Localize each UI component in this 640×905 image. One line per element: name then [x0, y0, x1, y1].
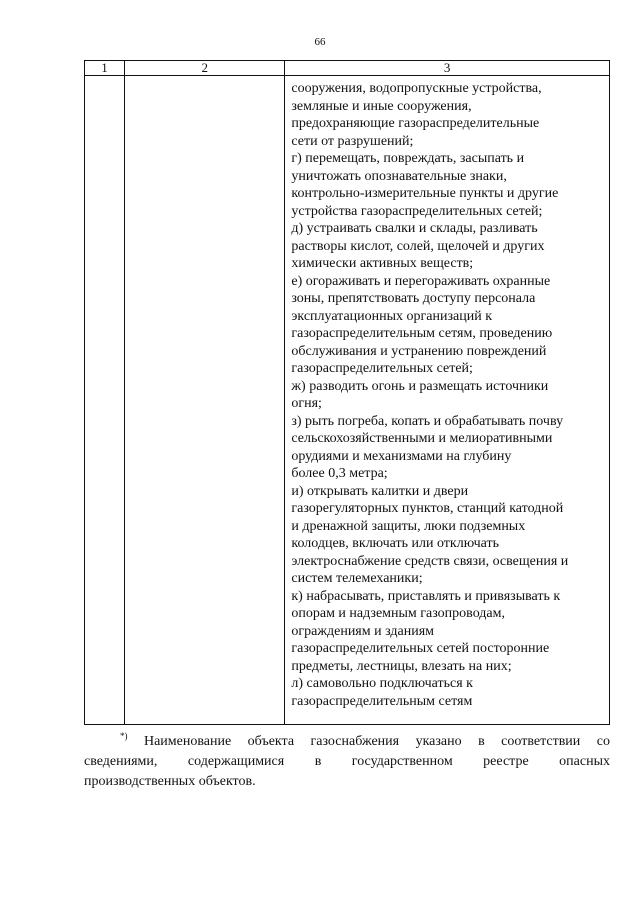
text-line: газораспределительным сетям [291, 693, 473, 709]
text-line: сельскохозяйственными и мелиоративными [291, 431, 553, 446]
text-line: земляные и иные сооружения, [291, 98, 472, 114]
text-line: г) перемещать, повреждать, засыпать и [291, 151, 525, 166]
column-header-1: 1 [85, 61, 125, 76]
text-line: з) рыть погреба, копать и обрабатывать почву [291, 413, 564, 429]
text-line: л) самовольно подключаться к [291, 676, 473, 691]
column-3-cell [285, 76, 610, 725]
table-row [85, 76, 610, 725]
text-line: колодцев, включать или отключать [291, 536, 500, 551]
text-line: предохраняющие газораспределительные [291, 116, 540, 131]
requirements-table [84, 60, 610, 725]
text-line: обслуживания и устранению повреждений [291, 343, 547, 359]
footnote-mark: *) [120, 731, 128, 741]
text-line: и дренажной защиты, люки подземных [291, 518, 526, 534]
text-line: более 0,3 метра; [291, 466, 388, 481]
text-line: ж) разводить огонь и размещать источники [291, 378, 549, 394]
text-line: е) огораживать и перегораживать охранные [291, 273, 551, 289]
column-2-cell [125, 76, 285, 725]
text-line: эксплуатационных организаций к [291, 308, 493, 324]
text-line: контрольно-измерительные пункты и другие [291, 186, 559, 201]
text-line: химически активных веществ; [291, 256, 474, 271]
page-number: 66 [314, 36, 326, 48]
text-line: газораспределительных сетей; [291, 361, 473, 376]
footnote-line: сведениями, содержащимися в государственном реестре опасных [84, 754, 610, 769]
text-line: уничтожать опознавательные знаки, [291, 168, 507, 184]
text-line: электроснабжение средств связи, освещения и [291, 553, 569, 569]
text-line: растворы кислот, солей, щелочей и других [291, 238, 545, 254]
text-line: газораспределительных сетей посторонние [291, 641, 550, 656]
text-line: к) набрасывать, приставлять и привязывать к [291, 588, 561, 604]
text-line: опорам и надземным газопроводам, [291, 606, 505, 621]
column-header-3: 3 [285, 61, 610, 76]
text-line: сооружения, водопропускные устройства, [291, 81, 542, 96]
text-line: огня; [291, 396, 322, 411]
text-line: д) устраивать свалки и склады, разливать [291, 221, 538, 236]
footnote-line: производственных объектов. [84, 774, 256, 789]
column-1-cell [85, 76, 125, 725]
footnote [84, 726, 610, 792]
text-line: предметы, лестницы, влезать на них; [291, 658, 512, 674]
text-line: и) открывать калитки и двери [291, 483, 469, 499]
text-line: систем телемеханики; [291, 571, 423, 586]
text-line: ограждениям и зданиям [291, 623, 434, 639]
text-line: орудиями и механизмами на глубину [291, 448, 512, 464]
text-line: устройства газораспределительных сетей; [291, 203, 543, 219]
table-header-row [85, 61, 610, 76]
text-line: сети от разрушений; [291, 133, 414, 149]
text-line: газорегуляторных пунктов, станций катодной [291, 501, 564, 516]
footnote-text: Наименование объекта газоснабжения указано в соответствии со [143, 734, 610, 749]
footnote-line [84, 726, 610, 752]
text-line: зоны, препятствовать доступу персонала [291, 291, 536, 306]
column-header-2: 2 [125, 61, 285, 76]
text-line: газораспределительным сетям, проведению [291, 326, 553, 341]
